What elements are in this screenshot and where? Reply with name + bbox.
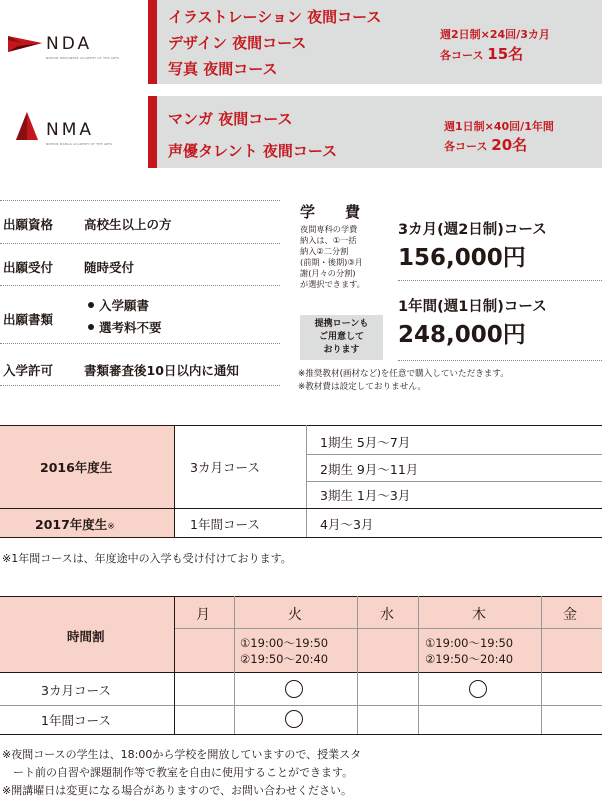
- terms-period-3: 3期生 1月〜3月: [320, 488, 411, 503]
- terms-line-p2: [306, 481, 602, 482]
- tuition-bottom-line: [398, 360, 602, 361]
- day-thu: 木: [472, 607, 486, 623]
- timetable-note-3: ※開講曜日は変更になる場合がありますので、お問い合わせください。: [2, 784, 352, 797]
- nma-logo-subtitle: NIPPON MANGA ACADEMY OF THE ARTS: [46, 142, 113, 146]
- timetable-note-1: ※夜間コースの学生は、18:00から学校を開放していますので、授業スタ: [2, 748, 362, 761]
- admission-label-qualification: 出願資格: [3, 217, 54, 232]
- timetable-row-3month: 3カ月コース: [41, 683, 111, 698]
- tt-line-days: [174, 628, 602, 629]
- timetable-title: 時間割: [67, 629, 105, 644]
- terms-vline-3: [306, 509, 307, 537]
- nma-course-2: 声優タレント 夜間コース: [168, 142, 338, 160]
- timetable-row-1year: 1年間コース: [41, 713, 111, 728]
- day-mon: 月: [196, 607, 210, 623]
- day-wed: 水: [380, 607, 394, 623]
- timetable-note-2: ート前の自習や課題制作等で教室を自由に使用することができます。: [2, 766, 354, 779]
- tuition-note-2: ※教材費は設定しておりません。: [298, 382, 427, 392]
- terms-course-3month: 3カ月コース: [190, 460, 260, 475]
- nda-course-3: 写真 夜間コース: [168, 60, 278, 78]
- nda-accent-bar: [148, 0, 157, 84]
- tuition-description: 夜間専科の学費 納入は、①一括 納入②二分割 (前期・後期)③月 謝(月々の分割) が選択できます。: [300, 224, 365, 289]
- terms-vline-2: [306, 425, 307, 508]
- nma-logo-text: NMA: [46, 120, 95, 140]
- tt-line-top: [0, 596, 602, 597]
- terms-line-bottom: [0, 537, 602, 538]
- admission-doc-1: 入学願書: [99, 298, 150, 313]
- tt-line-header: [0, 672, 602, 673]
- admission-line-1: [0, 243, 280, 244]
- tuition-price-3month: 156,000円: [398, 245, 526, 271]
- bullet-icon: [88, 324, 94, 330]
- admission-label-permission: 入学許可: [3, 363, 54, 378]
- admission-label-documents: 出願書類: [3, 312, 54, 327]
- nma-capacity: 各コース 20名: [444, 136, 528, 154]
- admission-line-2: [0, 285, 280, 286]
- tt-vline-2: [357, 596, 358, 734]
- admission-value-permission: 書類審査後10日以内に通知: [84, 363, 239, 378]
- tuition-course-3month: 3カ月(週2日制)コース: [398, 222, 547, 238]
- nma-course-1: マンガ 夜間コース: [168, 110, 293, 128]
- admission-bottom-line: [0, 385, 280, 386]
- admission-line-3: [0, 343, 280, 344]
- nda-schedule: 週2日制×24回/3カ月: [440, 28, 550, 41]
- nma-course-block: [148, 96, 602, 168]
- nda-course-block: [148, 0, 602, 84]
- tt-vline-3: [418, 596, 419, 734]
- tt-line-row1: [0, 705, 602, 706]
- nda-logo-mark-icon: [8, 30, 44, 56]
- admission-value-reception: 随時受付: [84, 260, 135, 275]
- tt-line-bottom: [0, 734, 602, 735]
- day-fri: 金: [563, 607, 577, 623]
- admission-doc-2: 選考料不要: [99, 320, 162, 335]
- tuition-title: 学費: [300, 203, 391, 221]
- tt-vline-4: [541, 596, 542, 734]
- terms-line-top: [0, 425, 602, 426]
- nma-accent-bar: [148, 96, 157, 168]
- tt-vline-0: [174, 596, 175, 734]
- nda-logo: [8, 30, 44, 60]
- nma-logo: [14, 112, 40, 146]
- tuition-note-1: ※推奨教材(画材など)を任意で購入していただきます。: [298, 369, 509, 379]
- nda-logo-subtitle: NIPPON DESIGNERS ACADEMY OF THE ARTS: [46, 56, 120, 60]
- nda-capacity: 各コース 15名: [440, 45, 524, 63]
- class-day-circle-icon: [285, 680, 303, 698]
- tuition-course-1year: 1年間(週1日制)コース: [398, 299, 547, 315]
- tuition-divider: [398, 280, 602, 281]
- terms-vline-1: [174, 425, 175, 537]
- tuition-price-1year: 248,000円: [398, 322, 526, 348]
- terms-period-1year: 4月〜3月: [320, 517, 374, 532]
- nda-course-1: イラストレーション 夜間コース: [168, 8, 382, 26]
- bullet-icon: [88, 302, 94, 308]
- day-tue: 火: [288, 607, 302, 623]
- terms-period-2: 2期生 9月〜11月: [320, 462, 419, 477]
- nda-course-2: デザイン 夜間コース: [168, 34, 307, 52]
- nma-logo-mark-icon: [14, 112, 40, 142]
- tue-times: ①19:00〜19:50 ②19:50〜20:40: [240, 636, 329, 666]
- class-day-circle-icon: [469, 680, 487, 698]
- loan-badge: 提携ローンも ご用意して おります: [300, 315, 383, 360]
- terms-note: ※1年間コースは、年度途中の入学も受け付けております。: [2, 552, 292, 565]
- terms-year-2017: 2017年度生※: [35, 517, 115, 532]
- terms-course-1year: 1年間コース: [190, 517, 260, 532]
- terms-year-2016: 2016年度生: [40, 460, 113, 475]
- class-day-circle-icon: [285, 710, 303, 728]
- admission-label-reception: 出願受付: [3, 260, 54, 275]
- tt-vline-1: [234, 596, 235, 734]
- admission-top-line: [0, 200, 280, 201]
- terms-line-mid: [0, 508, 602, 509]
- nma-schedule: 週1日制×40回/1年間: [444, 120, 554, 133]
- nda-logo-text: NDA: [46, 34, 93, 54]
- admission-value-qualification: 高校生以上の方: [84, 217, 172, 232]
- terms-period-1: 1期生 5月〜7月: [320, 435, 411, 450]
- terms-line-p1: [306, 454, 602, 455]
- thu-times: ①19:00〜19:50 ②19:50〜20:40: [425, 636, 514, 666]
